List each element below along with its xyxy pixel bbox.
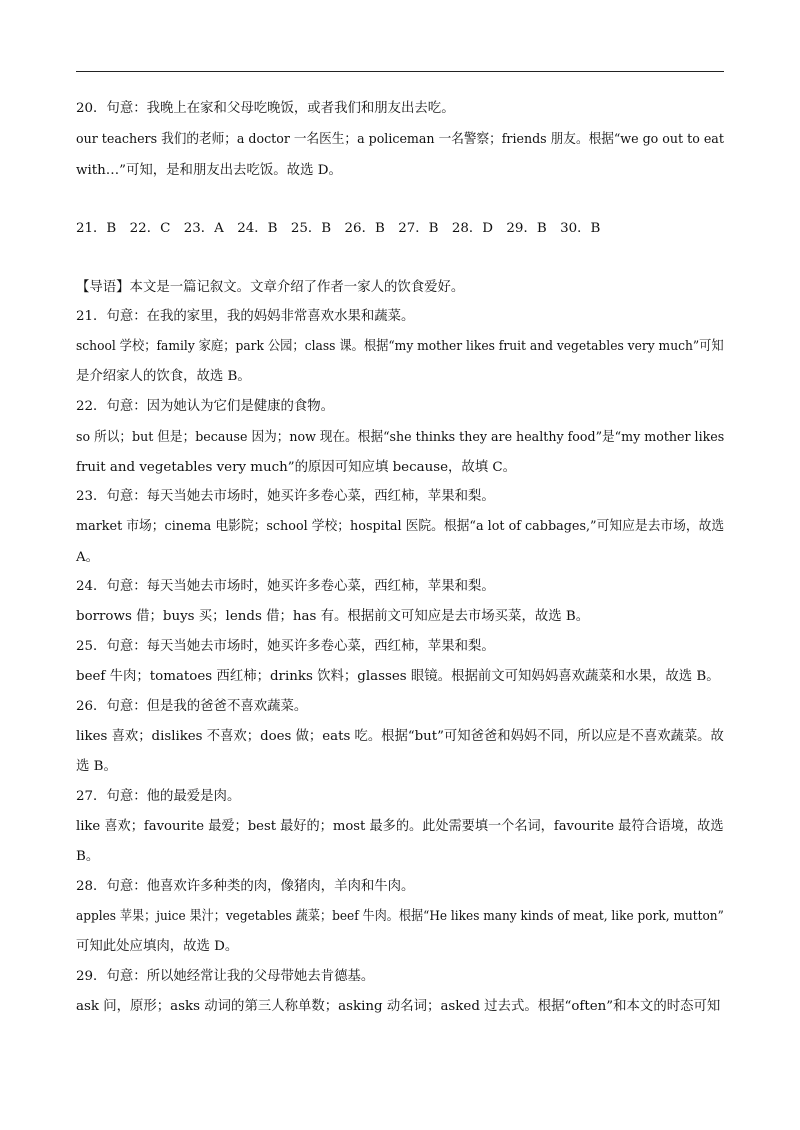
- explanation-line: 24．句意：每天当她去市场时，她买许多卷心菜，西红柿，苹果和梨。: [76, 579, 495, 594]
- explanation-line: 20．句意：我晚上在家和父母吃晚饭，或者我们和朋友出去吃。: [76, 101, 455, 116]
- explanation-line: 选 B。: [76, 759, 117, 774]
- explanation-line: 21．句意：在我的家里，我的妈妈非常喜欢水果和蔬菜。: [76, 309, 415, 324]
- header-rule: [76, 71, 724, 72]
- explanation-line: 22．句意：因为她认为它们是健康的食物。: [76, 399, 335, 414]
- explanation-line: school 学校；family 家庭；park 公园；class 课。根据“my mother likes fruit and vegetables very much”可知: [76, 339, 724, 354]
- explanation-line: apples 苹果；juice 果汁；vegetables 蔬菜；beef 牛肉。根据“He likes many kinds of meat, like pork, mutton”: [76, 909, 724, 924]
- explanation-line: 是介绍家人的饮食，故选 B。: [76, 369, 251, 384]
- explanation-line: 25．句意：每天当她去市场时，她买许多卷心菜，西红柿，苹果和梨。: [76, 639, 495, 654]
- explanation-line: 28．句意：他喜欢许多种类的肉，像猪肉，羊肉和牛肉。: [76, 879, 415, 894]
- passage-intro: 【导语】本文是一篇记叙文。文章介绍了作者一家人的饮食爱好。: [76, 280, 465, 295]
- explanation-line: beef 牛肉；tomatoes 西红柿；drinks 饮料；glasses 眼镜。根据前文可知妈妈喜欢蔬菜和水果，故选 B。: [76, 669, 720, 684]
- explanation-line: 29．句意：所以她经常让我的父母带她去肯德基。: [76, 969, 375, 984]
- explanation-line: market 市场；cinema 电影院；school 学校；hospital 医院。根据“a lot of cabbages,”可知应是去市场，故选: [76, 519, 725, 534]
- explanation-line: like 喜欢；favourite 最爱；best 最好的；most 最多的。此处需要填一个名词，favourite 最符合语境，故选: [76, 819, 724, 834]
- explanation-line: B。: [76, 849, 100, 864]
- explanation-line: our teachers 我们的老师；a doctor 一名医生；a policeman 一名警察；friends 朋友。根据“we go out to eat: [76, 132, 724, 147]
- explanation-line: ask 问，原形；asks 动词的第三人称单数；asking 动名词；asked 过去式。根据“often”和本文的时态可知: [76, 999, 721, 1014]
- explanation-line: 26．句意：但是我的爸爸不喜欢蔬菜。: [76, 699, 308, 714]
- explanation-line: 23．句意：每天当她去市场时，她买许多卷心菜，西红柿，苹果和梨。: [76, 489, 495, 504]
- explanation-line: fruit and vegetables very much”的原因可知应填 because，故填 C。: [76, 460, 517, 475]
- explanation-line: borrows 借；buys 买；lends 借；has 有。根据前文可知应是去市场买菜，故选 B。: [76, 609, 590, 624]
- explanation-line: A。: [76, 550, 100, 565]
- explanation-line: 可知此处应填肉，故选 D。: [76, 939, 239, 954]
- explanation-line: 27．句意：他的最爱是肉。: [76, 789, 241, 804]
- explanation-line: with…”可知，是和朋友出去吃饭。故选 D。: [76, 163, 342, 178]
- explanation-line: likes 喜欢；dislikes 不喜欢；does 做；eats 吃。根据“but”可知爸爸和妈妈不同，所以应是不喜欢蔬菜。故: [76, 729, 724, 744]
- explanation-line: so 所以；but 但是；because 因为；now 现在。根据“she thinks they are healthy food”是“my mother likes: [76, 430, 725, 445]
- answer-key-line: 21．B 22．C 23．A 24．B 25．B 26．B 27．B 28．D 29．B 30．B: [76, 221, 601, 236]
